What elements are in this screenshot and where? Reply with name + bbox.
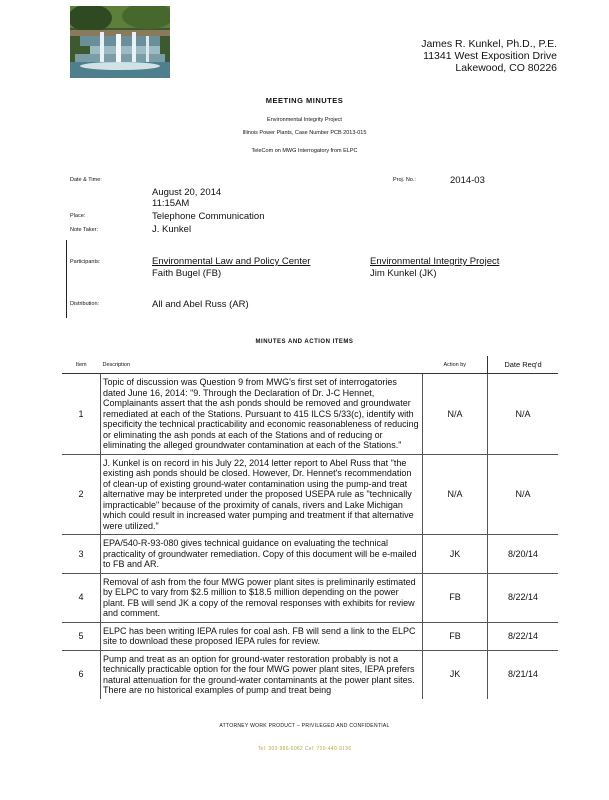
item-action: JK — [423, 535, 488, 574]
header-date: Date Req'd — [488, 356, 559, 374]
item-number: 5 — [62, 622, 101, 650]
item-description: ELPC has been writing IEPA rules for coal ash. FB will send a link to the ELPC site to download these proposed IEPA rules for review. — [101, 622, 423, 650]
table-row — [62, 535, 558, 574]
meeting-time: 11:15AM — [152, 198, 190, 209]
date-label: Date & Time: — [70, 177, 102, 183]
item-number: 4 — [62, 573, 101, 622]
item-number: 3 — [62, 535, 101, 574]
waterfall-photo — [70, 6, 170, 78]
note-taker-label: Note Taker: — [70, 227, 99, 233]
participant-org-1: Environmental Law and Policy Center — [152, 256, 311, 267]
footer-confidential: ATTORNEY WORK PRODUCT – PRIVILEGED AND CONFIDENTIAL — [219, 723, 390, 729]
item-number: 2 — [62, 454, 101, 535]
participant-1: Faith Bugel (FB) — [152, 268, 222, 279]
participant-2: Jim Kunkel (JK) — [370, 268, 437, 279]
meeting-date: August 20, 2014 — [152, 187, 222, 198]
table-row — [62, 454, 558, 535]
item-description: EPA/540-R-93-080 gives technical guidance on evaluating the technical practicality of groundwater remediation. Copy of this document will be e-mailed to FB and AR. — [101, 535, 423, 574]
distribution: All and Abel Russ (AR) — [152, 299, 249, 310]
title-line-1: Environmental Integrity Project — [267, 117, 342, 123]
item-action: N/A — [423, 454, 488, 535]
item-date: N/A — [488, 374, 559, 455]
item-date: 8/21/14 — [488, 650, 559, 699]
item-number: 1 — [62, 374, 101, 455]
item-action: FB — [423, 622, 488, 650]
item-description: Topic of discussion was Question 9 from MWG's first set of interrogatories dated June 16, 2014: "9. Through the Declaration of Dr. J-C Hennet, Complainants assert that the ash ponds should be removed and groundwater remediated at each of the Stations. Pursuant to 415 ILCS 5/33(c), identify with specificity the technical practicability and economic reasonableness of reducing or eliminating the ash ponds at each of the Stations and of reducing or eliminating the alleged groundwater contamination at each of the Stations." — [101, 374, 423, 455]
participants-label: Participants: — [70, 259, 101, 265]
item-date: 8/22/14 — [488, 622, 559, 650]
sender-address — [421, 38, 557, 74]
item-date: 8/22/14 — [488, 573, 559, 622]
item-description: Removal of ash from the four MWG power plant sites is preliminarily estimated by ELPC to vary from $2.5 million to $18.5 million depending on the power plant. FB will send JK a copy of the removal responses with exhibits for review and comment. — [101, 573, 423, 622]
table-header-row — [62, 356, 558, 374]
item-description: J. Kunkel is on record in his July 22, 2014 letter report to Abel Russ that "the existing ash ponds should be closed. However, Dr. Hennet's recommendation of clean-up of existing ground-water contamination using the pump-and treat alternative may be interpreted under the proposed USEPA rule as "technically impracticable" because of the proximity of canals, rivers and Lake Michigan which could result in increased water pumping and treatment if that alternative were utilized." — [101, 454, 423, 535]
header-item: Item — [62, 356, 101, 374]
table-row — [62, 622, 558, 650]
sender-street: 11341 West Exposition Drive — [423, 50, 557, 62]
document-title: MEETING MINUTES — [265, 96, 344, 105]
item-date: 8/20/14 — [488, 535, 559, 574]
footer-contact: Tel: 303-986-6062 Cel: 720-440-9136 — [257, 746, 352, 752]
table-row — [62, 650, 558, 699]
place-label: Place: — [70, 213, 86, 219]
proj-label: Proj. No.: — [393, 177, 416, 183]
table-row — [62, 573, 558, 622]
left-margin-rule — [66, 240, 67, 318]
sender-name: James R. Kunkel, Ph.D., P.E. — [421, 38, 557, 50]
item-action: N/A — [423, 374, 488, 455]
item-action: JK — [423, 650, 488, 699]
distribution-label: Distribution: — [70, 301, 100, 307]
item-date: N/A — [488, 454, 559, 535]
header-description: Description — [101, 356, 423, 374]
proj-number: 2014-03 — [450, 175, 485, 186]
sender-city: Lakewood, CO 80226 — [455, 62, 557, 74]
title-line-3: TeleCom on MWG Interrogatory from ELPC — [251, 148, 358, 154]
participant-org-2: Environmental Integrity Project — [370, 256, 500, 267]
item-description: Pump and treat as an option for ground-water restoration probably is not a technically practicable option for the four MWG power plant sites, IEPA prefers natural attenuation for the ground-water contaminants at the power plant sites. There are no historical examples of pump and treat being — [103, 653, 415, 695]
table-row — [62, 374, 558, 455]
meeting-place: Telephone Communication — [152, 211, 265, 222]
item-number: 6 — [62, 650, 101, 699]
title-line-2: Illinois Power Plants, Case Number PCB 2013-015 — [242, 130, 367, 136]
minutes-section-title: MINUTES AND ACTION ITEMS — [255, 339, 354, 345]
note-taker: J. Kunkel — [152, 224, 192, 235]
item-action: FB — [423, 573, 488, 622]
header-action: Action by — [423, 356, 488, 374]
minutes-table — [62, 356, 558, 699]
